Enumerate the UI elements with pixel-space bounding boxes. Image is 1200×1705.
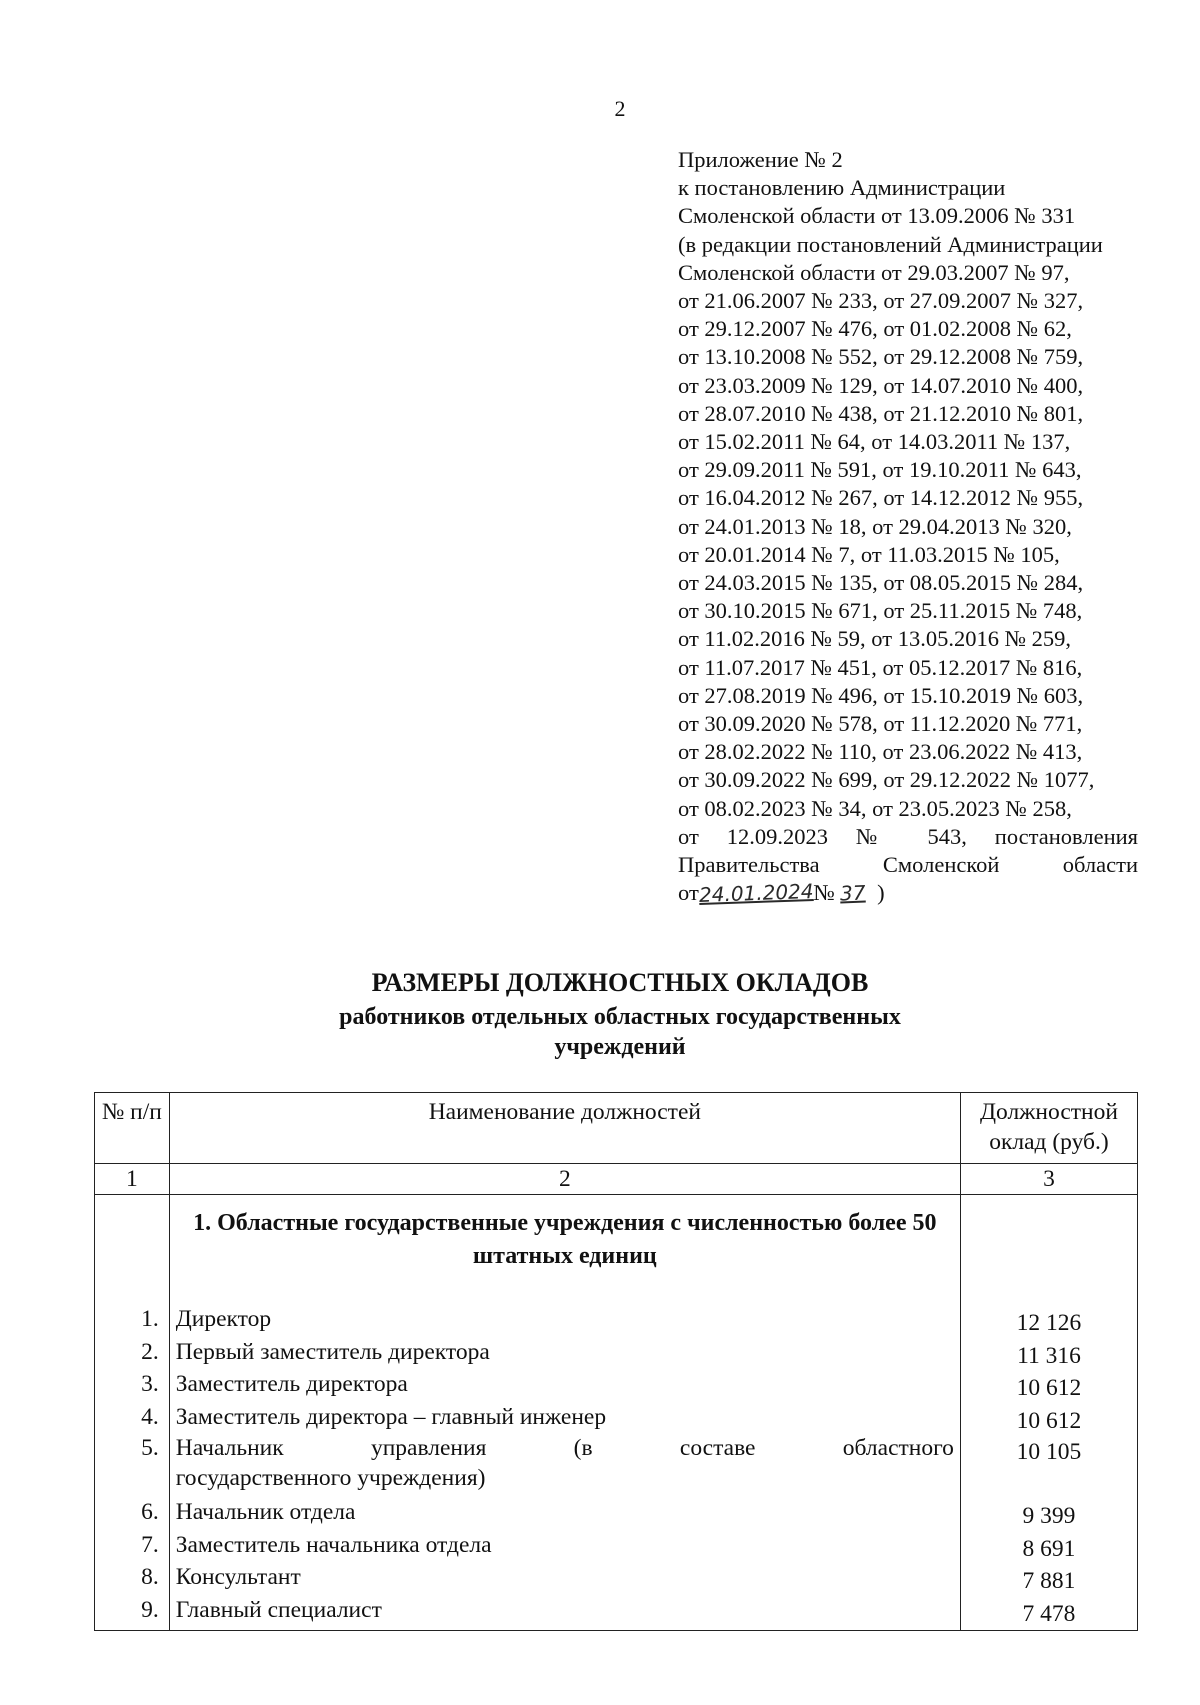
appendix-line: от 30.09.2022 № 699, от 29.12.2022 № 1077, [678,767,1095,793]
position-name [176,1433,954,1496]
appendix-line: (в редакции постановлений Администрации [678,231,1103,257]
handwritten-number: 37 [839,880,867,906]
row-number: 1. [141,1306,159,1332]
appendix-line: от 20.01.2014 № 7, от 11.03.2015 № 105, [678,541,1060,567]
appendix-line: от 30.09.2020 № 578, от 11.12.2020 № 771, [678,711,1083,737]
row-number: 7. [141,1531,159,1558]
colnum-3: 3 [960,1164,1137,1195]
appendix-block [678,146,1138,907]
position-name: Заместитель начальника отдела [175,1531,492,1558]
section-title: 1. Областные государственные учреждения с численностью более 50 штатных единиц [193,1210,937,1269]
closing-paren: ) [877,880,885,906]
salary-value: 10 612 [1016,1375,1082,1401]
appendix-signature-line [678,879,1138,907]
document-title: РАЗМЕРЫ ДОЛЖНОСТНЫХ ОКЛАДОВ [371,968,869,997]
appendix-line: от 30.10.2015 № 671, от 25.11.2015 № 748, [678,598,1083,624]
salary-table [94,1092,1138,1631]
appendix-line: от 11.02.2016 № 59, от 13.05.2016 № 259, [678,626,1072,652]
table-header-row [95,1093,1138,1164]
position-name: Консультант [175,1564,301,1590]
row-number: 6. [141,1499,159,1525]
header-salary: Должностной оклад (руб.) [960,1093,1137,1164]
header-name: Наименование должностей [169,1093,960,1164]
appendix-line: от 24.01.2013 № 18, от 29.04.2013 № 320, [678,513,1072,539]
header-num: № п/п [95,1093,170,1164]
salary-value: 8 691 [1022,1535,1076,1562]
position-name: Заместитель директора – главный инженер [175,1403,607,1430]
salary-value: 12 126 [1016,1310,1082,1336]
salary-value: 7 881 [1022,1568,1076,1594]
position-name: Начальник отдела [175,1499,356,1525]
appendix-prefix: от [678,880,699,906]
appendix-line: от 21.06.2007 № 233, от 27.09.2007 № 327, [678,288,1084,314]
appendix-line: от 08.02.2023 № 34, от 23.05.2023 № 258, [678,795,1072,821]
document-subtitle-cont: учреждений [554,1034,686,1060]
salary-value: 10 612 [1016,1407,1082,1434]
appendix-line: от 28.07.2010 № 438, от 21.12.2010 № 801, [678,400,1084,426]
appendix-line: от 28.02.2022 № 110, от 23.06.2022 № 413, [678,739,1083,765]
table-body-row [95,1195,1138,1631]
position-name: Главный специалист [175,1596,382,1623]
position-name: Заместитель директора [175,1371,408,1397]
appendix-line: Правительства Смоленской области [678,852,1138,878]
row-number: 2. [141,1338,159,1365]
appendix-line: от 16.04.2012 № 267, от 14.12.2012 № 955, [678,485,1084,511]
position-name-line2: государственного учреждения) [175,1465,486,1491]
appendix-line: от 13.10.2008 № 552, от 29.12.2008 № 759, [678,344,1084,370]
appendix-line: от 27.08.2019 № 496, от 15.10.2019 № 603, [678,682,1084,708]
position-name-line1: Начальник управления (в составе областного [175,1435,954,1461]
salary-value: 11 316 [1017,1342,1081,1369]
row-number: 4. [141,1403,159,1430]
salary-value: 7 478 [1022,1600,1076,1627]
colnum-2: 2 [169,1164,960,1195]
row-number: 9. [141,1596,159,1623]
page-number: 2 [614,96,626,121]
appendix-line: от 24.03.2015 № 135, от 08.05.2015 № 284, [678,570,1084,596]
appendix-line: от 29.09.2011 № 591, от 19.10.2011 № 643, [678,457,1082,483]
num-column [95,1195,170,1631]
salary-value: 9 399 [1022,1503,1076,1529]
column-number-row [95,1164,1138,1195]
appendix-line: к постановлению Администрации [678,175,1006,201]
appendix-line: от 23.03.2009 № 129, от 14.07.2010 № 400, [678,372,1084,398]
handwritten-date: 24.01.2024 [698,879,814,908]
appendix-line: Смоленской области от 29.03.2007 № 97, [678,259,1070,285]
appendix-line: от 29.12.2007 № 476, от 01.02.2008 № 62, [678,316,1072,342]
appendix-line: от 11.07.2017 № 451, от 05.12.2017 № 816, [678,654,1083,680]
row-number: 3. [141,1371,159,1397]
appendix-line: от 12.09.2023 № 543, постановления [678,823,1138,849]
colnum-1: 1 [95,1164,170,1195]
document-subtitle: работников отдельных областных государственных [339,1004,901,1030]
number-sign: № [813,880,835,906]
salary-value: 10 105 [1016,1439,1082,1465]
appendix-line: Приложение № 2 [678,147,843,172]
appendix-line: Смоленской области от 13.09.2006 № 331 [678,203,1076,229]
appendix-line: от 15.02.2011 № 64, от 14.03.2011 № 137, [678,429,1071,455]
salary-column [960,1195,1137,1631]
row-number: 5. [141,1435,159,1461]
position-name: Директор [175,1306,272,1332]
position-name: Первый заместитель директора [175,1338,490,1365]
name-column [169,1195,960,1631]
row-number: 8. [141,1564,159,1590]
